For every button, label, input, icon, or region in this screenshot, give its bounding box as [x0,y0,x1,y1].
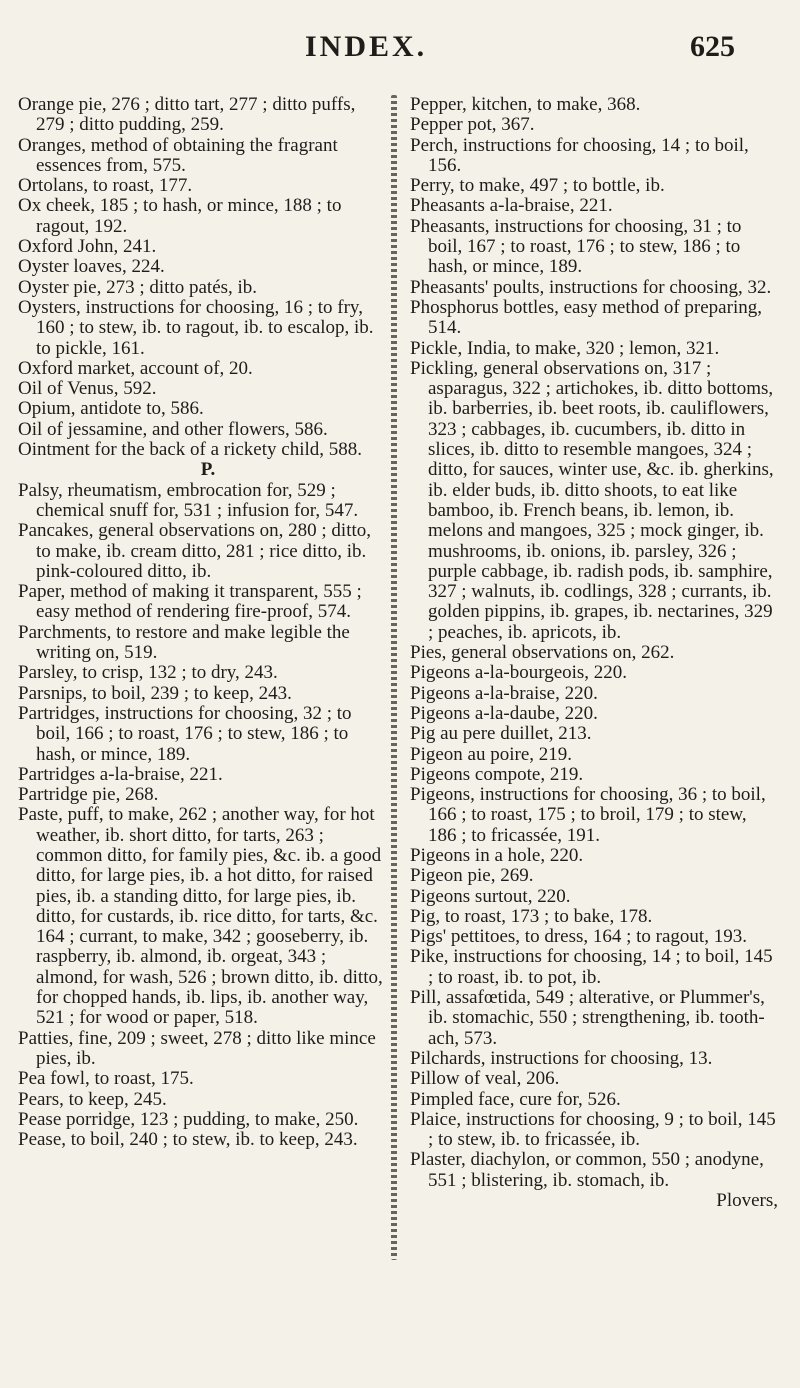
index-entry: Pickle, India, to make, 320 ; lemon, 321. [410,337,720,359]
index-entry: Plaster, diachylon, or common, 550 ; anodyne, 551 ; blistering, ib. stomach, ib. [410,1149,764,1191]
page-header [0,30,800,70]
index-entry: Partridges, instructions for choosing, 32 ; to boil, 166 ; to roast, 176 ; to stew, 186 ; to hash, or mince, 189. [18,702,352,765]
index-entry: Pheasants' poults, instructions for choosing, 32. [410,276,772,298]
index-entry: Perry, to make, 497 ; to bottle, ib. [410,175,665,197]
index-entry: Palsy, rheumatism, embrocation for, 529 ; chemical snuff for, 531 ; infusion for, 547. [18,479,359,521]
index-entry: Pheasants a-la-braise, 221. [410,195,613,217]
index-entry: Pigeons surtout, 220. [410,885,571,907]
index-entry: Perch, instructions for choosing, 14 ; to boil, 156. [410,134,749,176]
right-entries [410,95,778,1191]
index-entry: Pepper pot, 367. [410,114,535,136]
index-entry: Oxford market, account of, 20. [18,357,253,379]
index-entry: Pill, assafœtida, 549 ; alterative, or Plummer's, ib. stomachic, 550 ; strengthening, ib. tooth-ach, 573. [410,987,765,1049]
index-entry: Pigeons a-la-bourgeois, 220. [410,662,628,684]
index-entry: Paper, method of making it transparent, 555 ; easy method of rendering fire-proof, 574. [18,581,362,623]
catchword: Plovers, [716,1190,778,1212]
index-entry: Pike, instructions for choosing, 14 ; to boil, 145 ; to roast, ib. to pot, ib. [410,946,773,988]
column-divider [391,95,397,1260]
index-entry: Oyster loaves, 224. [18,256,165,278]
index-entry: Orange pie, 276 ; ditto tart, 277 ; ditto puffs, 279 ; ditto pudding, 259. [18,94,356,136]
index-entry: Pepper, kitchen, to make, 368. [410,94,641,115]
index-entry: Pigeons in a hole, 220. [410,844,584,866]
index-entry: Pigs' pettitoes, to dress, 164 ; to ragout, 193. [410,926,747,948]
index-entry: Pimpled face, cure for, 526. [410,1088,621,1110]
index-entry: Partridge pie, 268. [18,784,159,806]
index-entry: Pears, to keep, 245. [18,1088,167,1110]
index-entry: Pigeons compote, 219. [410,763,584,785]
index-entry: Pig, to roast, 173 ; to bake, 178. [410,905,653,927]
index-entry: Parsnips, to boil, 239 ; to keep, 243. [18,682,292,704]
index-entry: Paste, puff, to make, 262 ; another way, for hot weather, ib. short ditto, for tarts, 263 ; common ditto, for family pies, &c. ib. a good ditto, for large pies, ib. a hot ditto, for raised pies, ib. a standing ditto, for large pies, ib. ditto, for custards, ib. rice ditto, for tarts, &c. 164 ; currant, to make, 342 ; gooseberry, ib. raspberry, ib. almond, ib. orgeat, 343 ; almond, for wash, 526 ; brown ditto, ib. ditto, for chopped hands, ib. lips, ib. another way, 521 ; for wood or paper, 518. [18,804,383,1029]
index-entry: Pies, general observations on, 262. [410,642,675,664]
index-entry: Pea fowl, to roast, 175. [18,1068,194,1090]
left-column [18,95,388,1150]
index-entry: Pickling, general observations on, 317 ; asparagus, 322 ; artichokes, ib. ditto bottoms, ib. barberries, ib. beet roots, ib. cauliflowers, 323 ; cabbages, ib. cucumbers, ib. ditto in slices, ib. ditto to resemble mangoes, 324 ; ditto, for sauces, winter use, &c. ib. gherkins, ib. elder buds, ib. ditto shoots, to eat like bamboo, ib. French beans, ib. lemon, ib. melons and mangoes, 325 ; mock ginger, ib. mushrooms, ib. onions, ib. parsley, 326 ; purple cabbage, ib. radish pods, ib. samphire, 327 ; walnuts, ib. codlings, 328 ; currants, ib. golden pippins, ib. grapes, ib. nectarines, 329 ; peaches, ib. apricots, ib. [410,357,774,643]
index-entry: Pease, to boil, 240 ; to stew, ib. to keep, 243. [18,1129,358,1151]
index-entry: Oyster pie, 273 ; ditto patés, ib. [18,276,258,298]
index-entry: Pancakes, general observations on, 280 ; ditto, to make, ib. cream ditto, 281 ; rice ditto, ib. pink-coloured ditto, ib. [18,520,372,582]
index-entry: Parchments, to restore and make legible the writing on, 519. [18,621,350,664]
index-entry: Oil of jessamine, and other flowers, 586. [18,418,328,440]
index-entry: Plaice, instructions for choosing, 9 ; to boil, 145 ; to stew, ib. to fricassée, ib. [410,1108,776,1151]
page-number: 625 [690,30,735,63]
letter-heading-p: P. [200,459,216,481]
index-entry: Pilchards, instructions for choosing, 13. [410,1047,713,1069]
right-column [410,95,778,1211]
index-entry: Partridges a-la-braise, 221. [18,763,223,785]
index-entry: Pigeons a-la-braise, 220. [410,682,598,704]
index-entry: Ortolans, to roast, 177. [18,175,193,197]
index-entry: Parsley, to crisp, 132 ; to dry, 243. [18,662,278,684]
left-entries-o [18,95,388,460]
index-entry: Ointment for the back of a rickety child, 588. [18,439,363,461]
index-entry: Oil of Venus, 592. [18,378,157,400]
index-entry: Pigeon au poire, 219. [410,743,573,765]
index-entry: Pillow of veal, 206. [410,1068,560,1090]
index-entry: Pigeon pie, 269. [410,865,534,887]
index-entry: Opium, antidote to, 586. [18,398,204,420]
running-title: INDEX. [305,30,428,63]
index-entry: Pig au pere duillet, 213. [410,723,592,745]
index-entry: Ox cheek, 185 ; to hash, or mince, 188 ; to ragout, 192. [18,195,342,237]
index-entry: Pigeons, instructions for choosing, 36 ; to boil, 166 ; to roast, 175 ; to broil, 179 ; to stew, 186 ; to fricassée, 191. [410,784,766,846]
index-entry: Oranges, method of obtaining the fragrant essences from, 575. [18,134,338,176]
index-entry: Pease porridge, 123 ; pudding, to make, 250. [18,1108,359,1130]
index-entry: Pigeons a-la-daube, 220. [410,702,598,724]
index-entry: Oysters, instructions for choosing, 16 ; to fry, 160 ; to stew, ib. to ragout, ib. to escalop, ib. to pickle, 161. [18,296,374,359]
index-entry: Phosphorus bottles, easy method of preparing, 514. [410,296,762,339]
index-entry: Patties, fine, 209 ; sweet, 278 ; ditto like mince pies, ib. [18,1027,376,1069]
index-entry: Pheasants, instructions for choosing, 31 ; to boil, 167 ; to roast, 176 ; to stew, 186 ; to hash, or mince, 189. [410,215,742,278]
left-entries-p [18,481,388,1151]
index-entry: Oxford John, 241. [18,236,157,258]
